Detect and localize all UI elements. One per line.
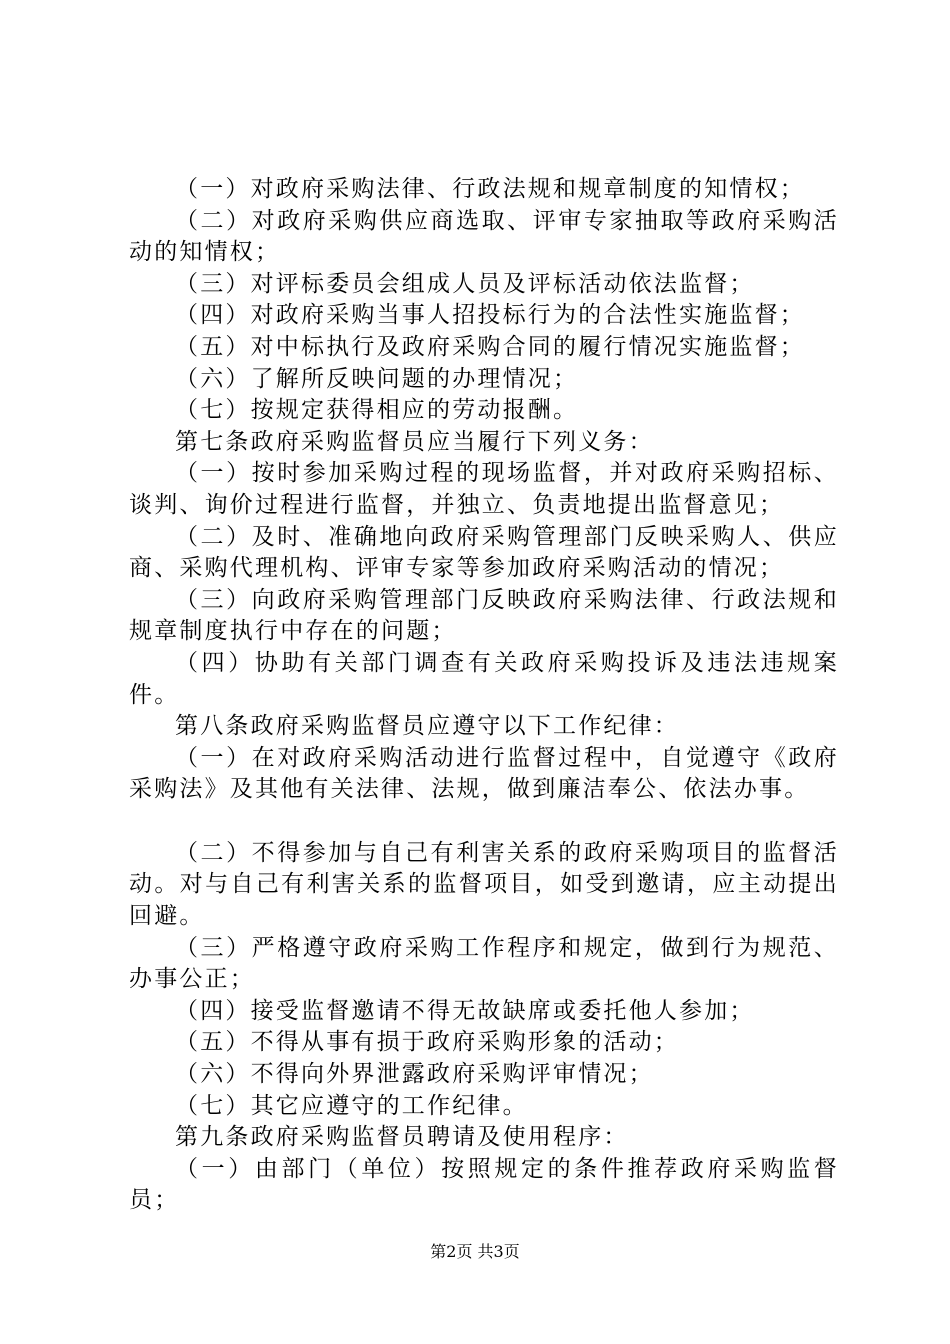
document-body bbox=[129, 174, 839, 1217]
paragraph-right-2: （二）对政府采购供应商选取、评审专家抽取等政府采购活动的知情权； bbox=[129, 207, 839, 266]
article-9-heading: 第九条政府采购监督员聘请及使用程序： bbox=[175, 1124, 629, 1151]
paragraph-duty-1: （一）按时参加采购过程的现场监督，并对政府采购招标、谈判、询价过程进行监督，并独立、负责地提出监督意见； bbox=[129, 460, 839, 518]
paragraph-discipline-4: （四）接受监督邀请不得无故缺席或委托他人参加； bbox=[175, 997, 755, 1024]
paragraph-discipline-3: （三）严格遵守政府采购工作程序和规定，做到行为规范、办事公正； bbox=[129, 934, 839, 993]
paragraph-discipline-1: （一）在对政府采购活动进行监督过程中，自觉遵守《政府采购法》及其他有关法律、法规，做到廉洁奉公、依法办事。 bbox=[129, 744, 839, 803]
paragraph-duty-4: （四）协助有关部门调查有关政府采购投诉及违法违规案件。 bbox=[129, 649, 839, 708]
paragraph-duty-2: （二）及时、准确地向政府采购管理部门反映采购人、供应商、采购代理机构、评审专家等参加政府采购活动的情况； bbox=[129, 523, 839, 582]
paragraph-duty-3: （三）向政府采购管理部门反映政府采购法律、行政法规和规章制度执行中存在的问题； bbox=[129, 586, 839, 645]
page-number-footer: 第2页 共3页 bbox=[430, 1242, 520, 1261]
article-8-heading: 第八条政府采购监督员应遵守以下工作纪律： bbox=[175, 713, 679, 740]
paragraph-discipline-5: （五）不得从事有损于政府采购形象的活动； bbox=[175, 1029, 679, 1056]
article-7-heading: 第七条政府采购监督员应当履行下列义务： bbox=[175, 428, 654, 455]
paragraph-discipline-7: （七）其它应遵守的工作纪律。 bbox=[175, 1092, 528, 1119]
paragraph-discipline-6: （六）不得向外界泄露政府采购评审情况； bbox=[175, 1061, 654, 1088]
paragraph-right-6: （六）了解所反映问题的办理情况； bbox=[175, 365, 579, 392]
paragraph-procedure-1: （一）由部门（单位）按照规定的条件推荐政府采购监督员； bbox=[129, 1155, 839, 1214]
paragraph-right-4: （四）对政府采购当事人招投标行为的合法性实施监督； bbox=[175, 302, 805, 329]
paragraph-right-7: （七）按规定获得相应的劳动报酬。 bbox=[175, 397, 579, 424]
paragraph-right-3: （三）对评标委员会组成人员及评标活动依法监督； bbox=[175, 270, 755, 297]
paragraph-right-5: （五）对中标执行及政府采购合同的履行情况实施监督； bbox=[175, 333, 805, 360]
paragraph-discipline-2: （二）不得参加与自己有利害关系的政府采购项目的监督活动。对与自己有利害关系的监督项目，如受到邀请，应主动提出回避。 bbox=[129, 839, 839, 930]
paragraph-right-1: （一）对政府采购法律、行政法规和规章制度的知情权； bbox=[175, 176, 805, 202]
